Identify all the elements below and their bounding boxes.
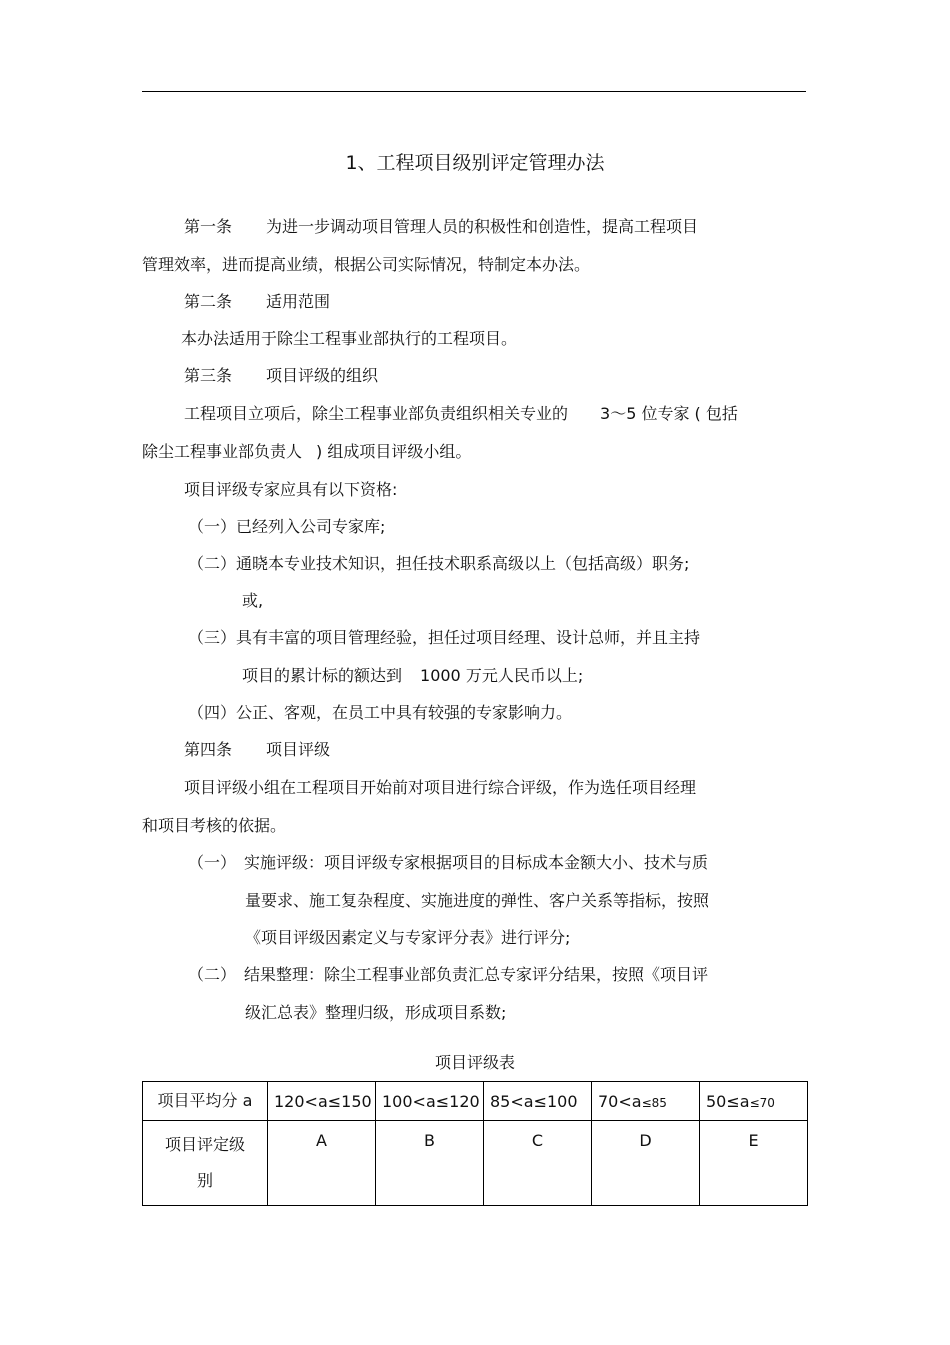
list-marker: （一） [188,853,237,872]
list-item-continuation: 《项目评级因素定义与专家评分表》进行评分; [245,928,571,947]
row-header-score: 项目平均分 a [143,1082,268,1121]
paragraph-line: 项目评级小组在工程项目开始前对项目进行综合评级，作为选任项目经理 [184,778,697,797]
cell-text: 100<a≤120 [382,1091,480,1111]
table-cell [700,1082,808,1121]
article-1-line [184,217,698,237]
table-cell [484,1082,592,1121]
paragraph-text: 1000 万元人民币以上; [420,666,584,685]
cell-text: 70<a [598,1091,642,1111]
table-row [143,1082,808,1121]
paragraph-text: 结果整理：除尘工程事业部负责汇总专家评分结果，按照《项目评 [244,965,709,984]
table-row [143,1121,808,1206]
article-2-line [184,292,330,312]
paragraph-text: 3～5 位专家 ( 包括 [600,404,738,423]
list-item-continuation [242,666,583,686]
page-title: 1、工程项目级别评定管理办法 [345,152,605,174]
article-label: 第四条 [184,740,233,759]
paragraph-line: 和项目考核的依据。 [142,816,287,835]
table-cell: B [376,1121,484,1206]
article-heading: 项目评级 [266,740,331,759]
cell-text-small: ≤85 [641,1095,667,1110]
article-4-line [184,740,330,760]
paragraph-line: 本办法适用于除尘工程事业部执行的工程项目。 [181,329,518,348]
paragraph-text: 除尘工程事业部负责人 [142,442,303,461]
table-cell [376,1082,484,1121]
article-heading: 适用范围 [266,292,331,311]
article-text: 为进一步调动项目管理人员的积极性和创造性，提高工程项目 [266,217,699,236]
table-cell [268,1082,376,1121]
list-marker: （二） [188,965,237,984]
paragraph-text: 项目的累计标的额达到 [242,666,403,685]
paragraph-line: 管理效率，进而提高业绩，根据公司实际情况，特制定本办法。 [142,255,591,274]
article-label: 第三条 [184,366,233,385]
article-heading: 项目评级的组织 [266,366,379,385]
table-cell: C [484,1121,592,1206]
article-3-line [184,366,378,386]
cell-text: 50≤a [706,1091,750,1111]
table-cell [592,1082,700,1121]
paragraph-line: 项目评级专家应具有以下资格: [184,480,398,499]
row-header-line: 项目评定级 [164,1135,245,1154]
table-cell: E [700,1121,808,1206]
paragraph-text: 工程项目立项后，除尘工程事业部负责组织相关专业的 [184,404,569,423]
cell-text-small: ≤70 [749,1095,775,1110]
article-label: 第一条 [184,217,233,236]
row-header-grade [143,1121,268,1206]
paragraph-line [142,442,471,462]
grade-table [142,1081,808,1206]
list-item: （二）通晓本专业技术知识，担任技术职系高级以上（包括高级）职务; [188,554,690,573]
cell-text: 120<a≤150 [274,1091,372,1111]
list-item: （四）公正、客观，在员工中具有较强的专家影响力。 [188,703,573,722]
table-cell: D [592,1121,700,1206]
list-item-continuation: 量要求、施工复杂程度、实施进度的弹性、客户关系等指标，按照 [245,891,710,910]
list-item: （三）具有丰富的项目管理经验，担任过项目经理、设计总师，并且主持 [188,628,701,647]
list-item [188,965,708,985]
header-rule [142,91,806,92]
table-cell: A [268,1121,376,1206]
paragraph-line [184,404,738,424]
list-item-continuation: 或, [242,591,264,610]
row-header-line: 别 [196,1171,213,1190]
list-item-continuation: 级汇总表》整理归级，形成项目系数; [245,1003,507,1022]
list-item [188,853,708,873]
list-item: （一）已经列入公司专家库; [188,517,386,536]
table-caption: 项目评级表 [434,1053,515,1072]
article-label: 第二条 [184,292,233,311]
paragraph-text: 实施评级：项目评级专家根据项目的目标成本金额大小、技术与质 [244,853,709,872]
cell-text: 85<a≤100 [490,1091,578,1111]
paragraph-text: ) 组成项目评级小组。 [316,442,472,461]
